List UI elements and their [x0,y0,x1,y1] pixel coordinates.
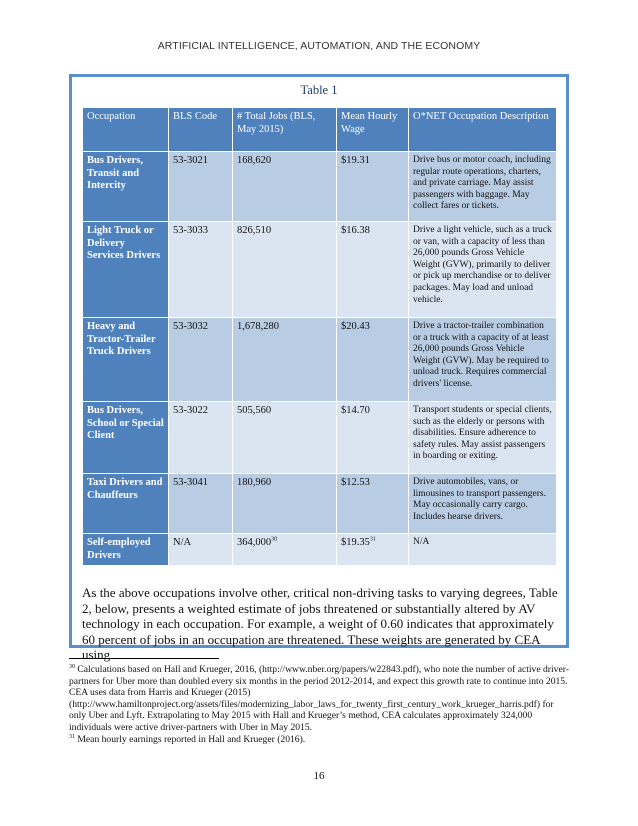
bls-code-cell: 53-3021 [169,152,233,222]
description-cell: Drive a light vehicle, such as a truck or van, with a capacity of less than 26,000 pounds Gross Vehicle Weight (GVW), primarily to deliver or pick up merchandise or to deliver packages. May load and unload vehicle. [409,222,557,318]
wage-cell [337,534,409,566]
total-jobs-value: 364,000 [237,537,272,548]
bls-code-cell: 53-3032 [169,318,233,402]
footnote-ref: 30 [271,536,278,543]
table-frame [69,74,569,663]
wage-cell: $14.70 [337,402,409,474]
table-row [83,222,557,318]
footnote-text: Mean hourly earnings reported in Hall and Krueger (2016). [75,733,306,745]
footnotes [69,664,569,745]
footnote-number: 30 [69,663,75,670]
column-header: O*NET Occupation Description [409,108,557,152]
footnote [69,734,569,746]
table-header-row [83,108,557,152]
table-title: Table 1 [300,83,338,97]
occupation-cell: Self-employed Drivers [83,534,169,566]
description-cell: Transport students or special clients, such as the elderly or persons with disabilities. Ensure adherence to safety rules. May assist passengers in boarding or exiting. [409,402,557,474]
wage-value: $19.35 [341,537,370,548]
total-jobs-cell [233,534,337,566]
footnote-divider [69,658,219,659]
description-cell: N/A [409,534,557,566]
occupation-cell: Heavy and Tractor-Trailer Truck Drivers [83,318,169,402]
table-row [83,318,557,402]
description-cell: Drive a tractor-trailer combination or a truck with a capacity of at least 26,000 pounds Gross Vehicle Weight (GVW). May be required to unload truck. Requires commercial drivers' license. [409,318,557,402]
occupation-cell: Taxi Drivers and Chauffeurs [83,474,169,534]
occupation-cell: Light Truck or Delivery Services Drivers [83,222,169,318]
page-number: 16 [313,770,325,782]
bls-code-cell: N/A [169,534,233,566]
wage-cell: $16.38 [337,222,409,318]
description-cell: Drive automobiles, vans, or limousines to transport passengers. May occasionally carry cargo. Includes hearse drivers. [409,474,557,534]
bls-code-cell: 53-3041 [169,474,233,534]
total-jobs-cell: 168,620 [233,152,337,222]
footnote [69,664,569,734]
bls-code-cell: 53-3022 [169,402,233,474]
table-row [83,402,557,474]
description-cell: Drive bus or motor coach, including regular route operations, charters, and private carriage. May assist passengers with baggage. May collect fares or tickets. [409,152,557,222]
table-row [83,152,557,222]
total-jobs-cell: 180,960 [233,474,337,534]
wage-cell: $19.31 [337,152,409,222]
occupation-cell: Bus Drivers, Transit and Intercity [83,152,169,222]
column-header: Mean Hourly Wage [337,108,409,152]
column-header: BLS Code [169,108,233,152]
total-jobs-cell: 505,560 [233,402,337,474]
footnote-number: 31 [69,733,75,740]
occupation-table [82,107,557,566]
total-jobs-cell: 1,678,280 [233,318,337,402]
table-row [83,534,557,566]
body-paragraph: As the above occupations involve other, critical non-driving tasks to varying degrees, Table 2, below, presents a weighted estimate of jobs threatened or substantially altered by AV technology in each occupation. For example, a weight of 0.60 indicates that approximately 60 percent of jobs in an occupation are threatened. These weights are generated by CEA using [82,585,558,663]
column-header: # Total Jobs (BLS, May 2015) [233,108,337,152]
occupation-cell: Bus Drivers, School or Special Client [83,402,169,474]
wage-cell: $20.43 [337,318,409,402]
total-jobs-cell: 826,510 [233,222,337,318]
footnote-ref: 31 [369,536,376,543]
column-header: Occupation [83,108,169,152]
table-row [83,474,557,534]
footnote-text: Calculations based on Hall and Krueger, 2016, (http://www.nber.org/papers/w22843.pdf), who note the number of active driver-partners for Uber more than doubled every six months in the period 2012-2014, and expect this growth rate to continue into 2015. CEA uses data from Harris and Krueger (2015) (http://www.hamiltonproject.org/assets/files/modernizing_labor_laws_for_twenty_first_century_work_krueger_harris.pdf) for only Uber and Lyft. Extrapolating to May 2015 with Hall and Krueger’s method, CEA calculates approximately 324,000 individuals were active driver-partners with Uber in May 2015. [69,664,569,733]
running-header: ARTIFICIAL INTELLIGENCE, AUTOMATION, AND THE ECONOMY [157,40,481,52]
wage-cell: $12.53 [337,474,409,534]
bls-code-cell: 53-3033 [169,222,233,318]
